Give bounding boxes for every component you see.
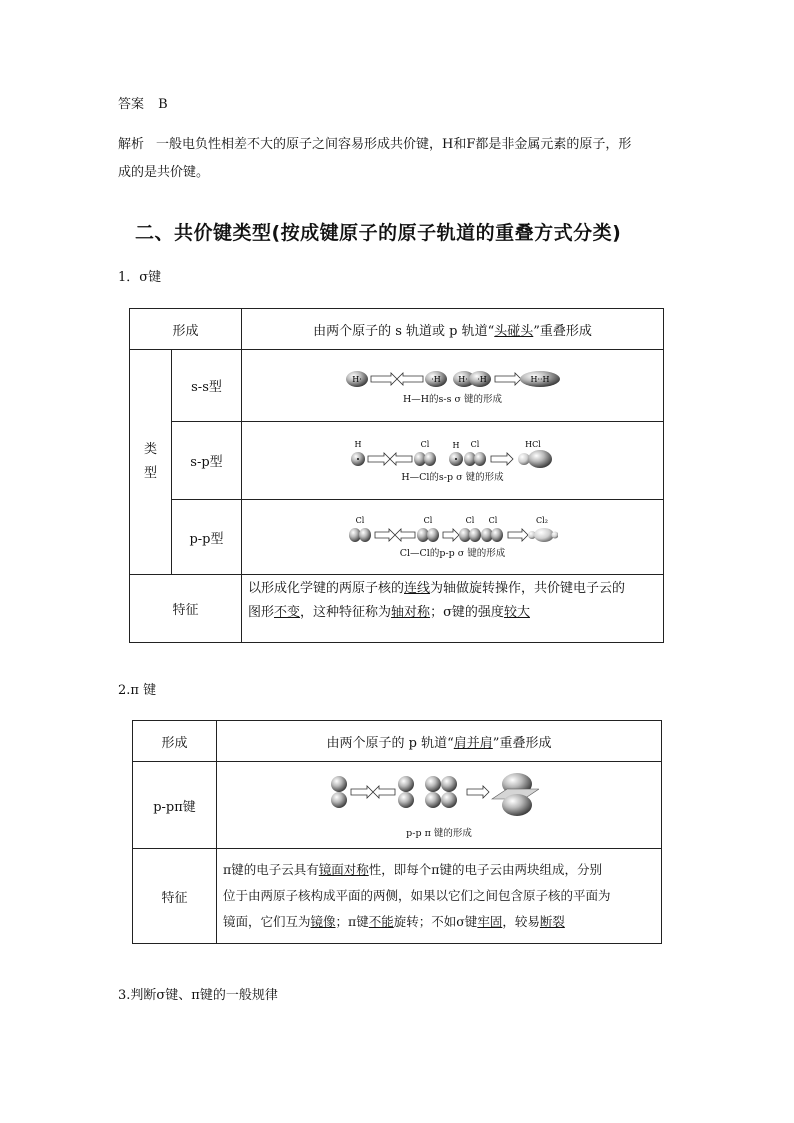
- sigma-feature-text: 以形成化学键的两原子核的连线为轴做旋转操作，共价键电子云的 图形不变，这种特征称为轴对称；σ键的强度较大: [242, 575, 664, 643]
- cl-lobe-right: [424, 452, 436, 466]
- pi-heading: 2.π 键: [118, 683, 157, 698]
- arrow-left-icon: [373, 786, 395, 798]
- svg-text:H: H: [354, 439, 361, 449]
- svg-text:H: H: [452, 440, 459, 450]
- answer-line: [118, 95, 168, 115]
- svg-text:HCl: HCl: [524, 439, 541, 449]
- sigma-sp-figure-cell: [242, 422, 664, 500]
- svg-text:Cl₂: Cl₂: [535, 516, 548, 525]
- svg-text:Cl: Cl: [488, 516, 497, 525]
- svg-text:Cl: Cl: [423, 516, 432, 525]
- sp-caption: H—Cl的s-p σ 键的形成: [401, 471, 504, 483]
- arrow-left-icon: [390, 453, 412, 465]
- svg-text:·H: ·H: [430, 374, 441, 384]
- analysis-line2: 成的是共价键。: [118, 165, 210, 180]
- pi-formation-label: 形成: [133, 721, 217, 762]
- sigma-ss-figure-cell: [242, 350, 664, 422]
- section-title: 二、共价键类型(按成键原子的原子轨道的重叠方式分类): [135, 222, 622, 244]
- ss-sigma-diagram: [343, 367, 563, 391]
- sigma-formation-text: 由两个原子的 s 轨道或 p 轨道“头碰头”重叠形成: [242, 309, 664, 350]
- sigma-sp-label: s-p型: [172, 422, 242, 500]
- ss-caption: H—H的s-s σ 键的形成: [402, 393, 503, 405]
- arrow-right-icon: [351, 786, 373, 798]
- sigma-formation-label: 形成: [130, 309, 242, 350]
- analysis-label: 解析: [118, 137, 145, 152]
- arrow-right-icon: [371, 373, 397, 385]
- arrow-right-icon: [491, 453, 513, 465]
- pp-sigma-diagram: [348, 515, 558, 545]
- pi-row-label: p-pπ键: [133, 762, 217, 849]
- pi-caption: p-p π 键的形成: [406, 828, 472, 839]
- answer-value: B: [158, 97, 168, 112]
- svg-text:Cl: Cl: [420, 439, 429, 449]
- hcl-big-lobe: [528, 450, 552, 468]
- arrow-right-icon: [508, 529, 528, 541]
- pp-caption: Cl—Cl的p-p σ 键的形成: [399, 548, 506, 559]
- pp-pi-diagram: [329, 771, 539, 821]
- arrow-right-icon: [443, 529, 459, 541]
- rule-heading: 3.判断σ键、π键的一般规律: [118, 988, 278, 1003]
- pi-feature-text: π键的电子云具有镜面对称性，即每个π键的电子云由两块组成，分别 位于由两原子核构成平面的两侧，如果以它们之间包含原子核的平面为 镜面，它们互为镜像；π键不能旋转；不如σ键牢固，较易断裂: [217, 849, 662, 944]
- svg-text:Cl: Cl: [355, 516, 364, 525]
- sigma-heading: 1．σ键: [118, 270, 162, 285]
- pi-figure-cell: [217, 762, 662, 849]
- answer-label: 答案: [118, 97, 145, 112]
- arrow-right-icon: [495, 373, 521, 385]
- sp-sigma-diagram: [348, 439, 558, 469]
- cl-lobe-right-2: [474, 452, 486, 466]
- arrow-right-icon: [467, 786, 489, 798]
- sigma-feature-label: 特征: [130, 575, 242, 643]
- sigma-table: [129, 308, 664, 643]
- pi-formation-text: 由两个原子的 p 轨道“肩并肩”重叠形成: [217, 721, 662, 762]
- svg-text:H·: H·: [351, 374, 362, 384]
- sigma-pp-figure-cell: [242, 500, 664, 575]
- arrow-right-icon: [368, 453, 390, 465]
- svg-text:·H: ·H: [476, 374, 487, 384]
- sigma-ss-label: s-s型: [172, 350, 242, 422]
- svg-text:H·: H·: [457, 374, 468, 384]
- arrow-left-icon: [397, 373, 423, 385]
- arrow-left-icon: [395, 529, 415, 541]
- pi-table: [132, 720, 662, 944]
- sigma-pp-label: p-p型: [172, 500, 242, 575]
- sigma-type-label: 类型: [130, 350, 172, 575]
- arrow-right-icon: [375, 529, 395, 541]
- svg-text:Cl: Cl: [465, 516, 474, 525]
- analysis-line1: 一般电负性相差不大的原子之间容易形成共价键，H和F都是非金属元素的原子，形: [156, 137, 632, 152]
- analysis-paragraph: [118, 135, 688, 183]
- svg-text:Cl: Cl: [470, 439, 479, 449]
- svg-text:H··H: H··H: [529, 374, 550, 384]
- pi-feature-label: 特征: [133, 849, 217, 944]
